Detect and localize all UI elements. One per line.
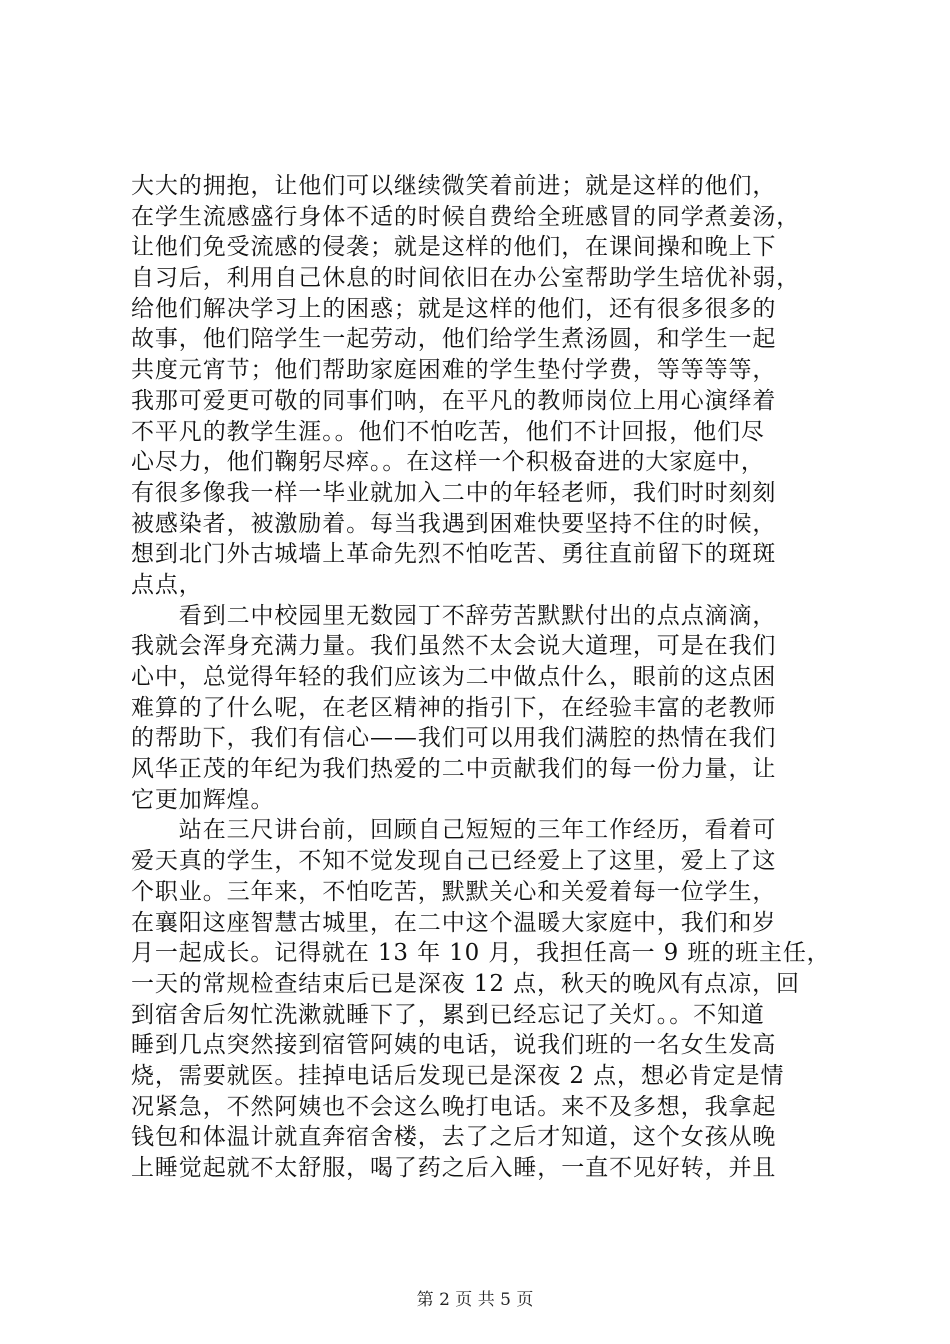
text-line: 心尽力，他们鞠躬尽瘁。。在这样一个积极奋进的大家庭中， <box>131 449 765 476</box>
body-text <box>131 171 831 1184</box>
text-line: 共度元宵节；他们帮助家庭困难的学生垫付学费，等等等等， <box>131 357 777 384</box>
text-line: 钱包和体温计就直奔宿舍楼，去了之后才知道，这个女孩从晚 <box>131 1124 777 1151</box>
text-line: 被感染者，被激励着。每当我遇到困难快要坚持不住的时候， <box>131 510 777 537</box>
text-line: 爱天真的学生，不知不觉发现自己已经爱上了这里，爱上了这 <box>131 848 777 875</box>
text-line: 不平凡的教学生涯。。他们不怕吃苦，他们不计回报，他们尽 <box>131 418 765 445</box>
text-line: 有很多像我一样一毕业就加入二中的年轻老师，我们时时刻刻 <box>131 479 777 506</box>
text-line: 站在三尺讲台前，回顾自己短短的三年工作经历，看着可 <box>131 817 777 844</box>
text-line: 让他们免受流感的侵袭；就是这样的他们，在课间操和晚上下 <box>131 234 777 261</box>
text-line: 它更加辉煌。 <box>131 786 275 813</box>
text-line: 难算的了什么呢，在老区精神的指引下，在经验丰富的老教师 <box>131 694 777 721</box>
text-line: 看到二中校园里无数园丁不辞劳苦默默付出的点点滴滴， <box>131 602 777 629</box>
text-line: 风华正茂的年纪为我们热爱的二中贡献我们的每一份力量，让 <box>131 756 777 783</box>
text-line: 给他们解决学习上的困惑；就是这样的他们，还有很多很多的 <box>131 295 777 322</box>
text-line: 的帮助下，我们有信心——我们可以用我们满腔的热情在我们 <box>131 725 777 752</box>
text-line: 烧，需要就医。挂掉电话后发现已是深夜 2 点，想必肯定是情 <box>131 1062 785 1089</box>
text-line: 大大的拥抱，让他们可以继续微笑着前进；就是这样的他们， <box>131 173 777 199</box>
text-line: 到宿舍后匆忙洗漱就睡下了，累到已经忘记了关灯。。不知道 <box>131 1001 765 1028</box>
page-footer: 第 2 页 共 5 页 <box>416 1290 534 1310</box>
text-line: 点点， <box>131 571 203 598</box>
text-line: 睡到几点突然接到宿管阿姨的电话，说我们班的一名女生发高 <box>131 1032 777 1059</box>
text-line: 心中，总觉得年轻的我们应该为二中做点什么，眼前的这点困 <box>131 664 777 690</box>
text-line: 我那可爱更可敬的同事们呐，在平凡的教师岗位上用心演绎着 <box>131 387 777 414</box>
text-line: 在学生流感盛行身体不适的时候自费给全班感冒的同学煮姜汤， <box>131 203 801 230</box>
text-line: 故事，他们陪学生一起劳动，他们给学生煮汤圆，和学生一起 <box>131 326 777 353</box>
text-line: 月一起成长。记得就在 13 年 10 月，我担任高一 9 班的班主任， <box>131 940 831 967</box>
text-line: 在襄阳这座智慧古城里，在二中这个温暖大家庭中，我们和岁 <box>131 909 777 936</box>
text-line: 上睡觉起就不太舒服，喝了药之后入睡，一直不见好转，并且 <box>131 1155 777 1181</box>
text-line: 一天的常规检查结束后已是深夜 12 点，秋天的晚风有点凉，回 <box>131 970 800 997</box>
text-line: 况紧急，不然阿姨也不会这么晚打电话。来不及多想，我拿起 <box>131 1093 777 1120</box>
text-line: 个职业。三年来，不怕吃苦，默默关心和关爱着每一位学生， <box>131 878 777 905</box>
text-line: 我就会浑身充满力量。我们虽然不太会说大道理，可是在我们 <box>131 633 777 660</box>
text-line: 想到北门外古城墙上革命先烈不怕吃苦、勇往直前留下的斑斑 <box>131 541 777 568</box>
text-line: 自习后，利用自己休息的时间依旧在办公室帮助学生培优补弱， <box>131 265 801 292</box>
